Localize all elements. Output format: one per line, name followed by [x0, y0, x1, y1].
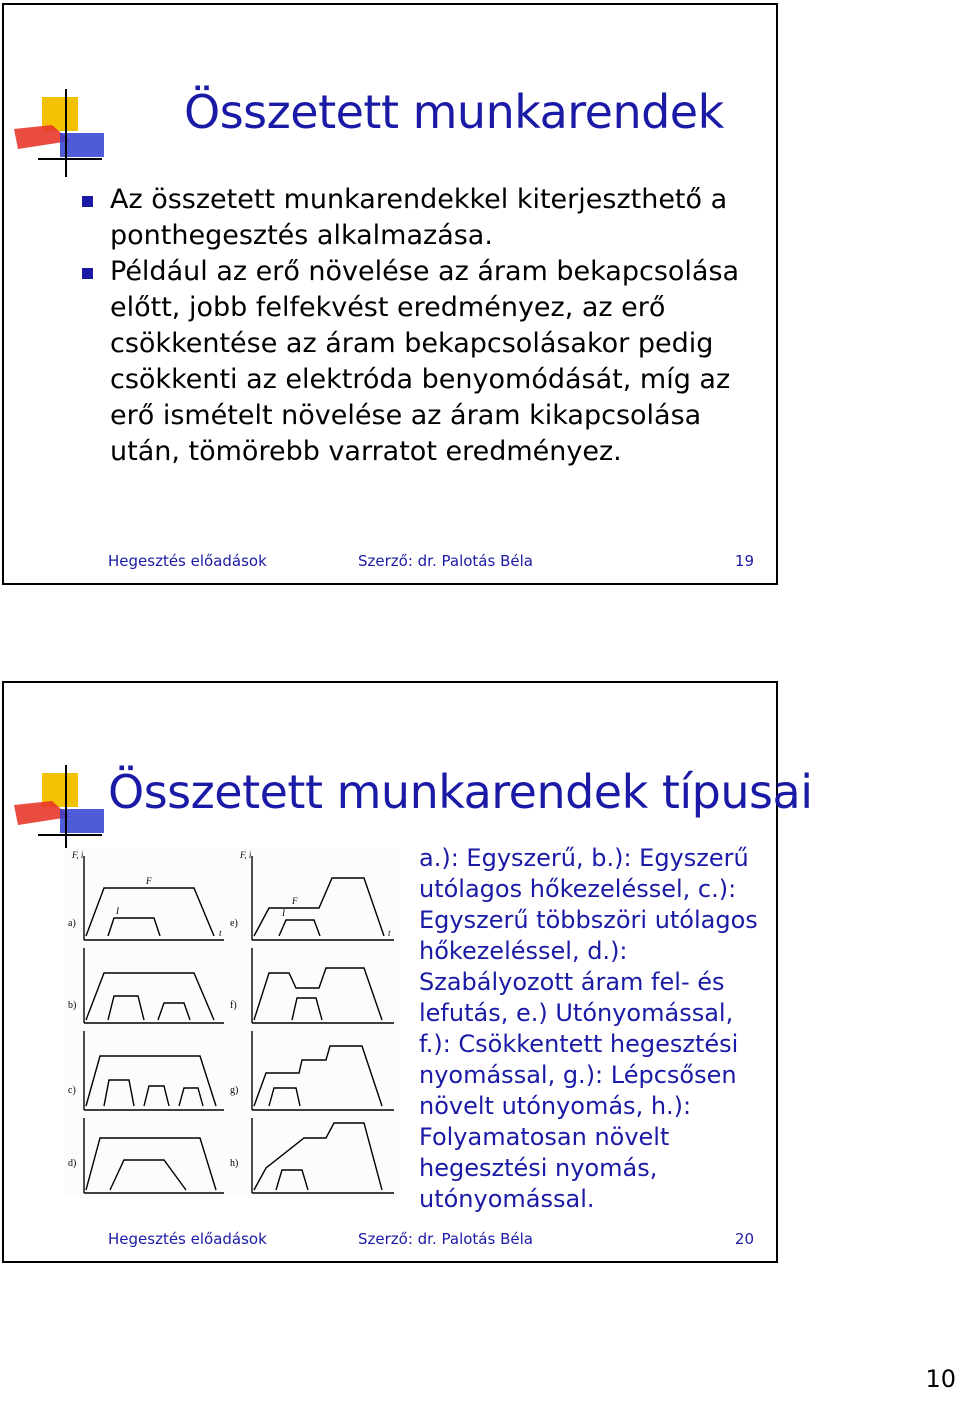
label-a: a) [68, 918, 76, 929]
page-number: 10 [925, 1365, 956, 1393]
bullet-square-icon [82, 268, 93, 279]
axis-label: F, i [240, 850, 252, 860]
label-e: e) [230, 918, 238, 929]
footer-author: Szerző: dr. Palotás Béla [358, 552, 533, 570]
weld-program-diagram [64, 848, 399, 1198]
slide-title: Összetett munkarendek típusai [108, 765, 813, 819]
slide-19 [2, 3, 778, 585]
slide-logo-icon [12, 89, 108, 181]
label-h: h) [230, 1158, 239, 1169]
label-d: d) [68, 1158, 77, 1169]
time-label: t [388, 928, 391, 938]
label-f: f) [230, 1000, 237, 1011]
bullet-square-icon [82, 196, 93, 207]
bullet-item: Például az erő növelése az áram bekapcsolása előtt, jobb felfekvést eredményez, az erő csökkentése az áram bekapcsolásakor pedig csökkenti az elektróda benyomódását, míg az erő ismételt növelése az áram kikapcsolása után, tömörebb varratot eredményez. [82, 254, 742, 470]
label-g: g) [230, 1085, 239, 1096]
footer-course: Hegesztés előadások [108, 552, 267, 570]
current-label: I [282, 908, 285, 918]
footer-slide-number: 19 [734, 552, 754, 570]
force-label: F [292, 896, 298, 906]
label-c: c) [68, 1085, 76, 1096]
footer-slide-number: 20 [734, 1230, 754, 1248]
bullet-item: Az összetett munkarendekkel kiterjeszthető a ponthegesztés alkalmazása. [82, 182, 742, 254]
diagram-description: a.): Egyszerű, b.): Egyszerű utólagos hőkezeléssel, c.): Egyszerű többszöri utólagos hőkezeléssel, d.): Szabályozott áram fel- és lefutás, e.) Utónyomással, f.): Csökkentett hegesztési nyomással, g.): Lépcsősen növelt utónyomás, h.): Folyamatosan növelt hegesztési nyomás, utónyomással. [419, 844, 758, 1213]
bullet-list [82, 182, 742, 470]
axis-label: F, i [72, 850, 84, 860]
footer-author: Szerző: dr. Palotás Béla [358, 1230, 533, 1248]
slide-20 [2, 681, 813, 1263]
force-label: F [146, 876, 152, 886]
slide-title: Összetett munkarendek [184, 85, 724, 139]
label-b: b) [68, 1000, 77, 1011]
current-label: I [116, 906, 119, 916]
time-label: t [219, 928, 222, 938]
slide-logo-icon [12, 765, 108, 857]
footer-course: Hegesztés előadások [108, 1230, 267, 1248]
